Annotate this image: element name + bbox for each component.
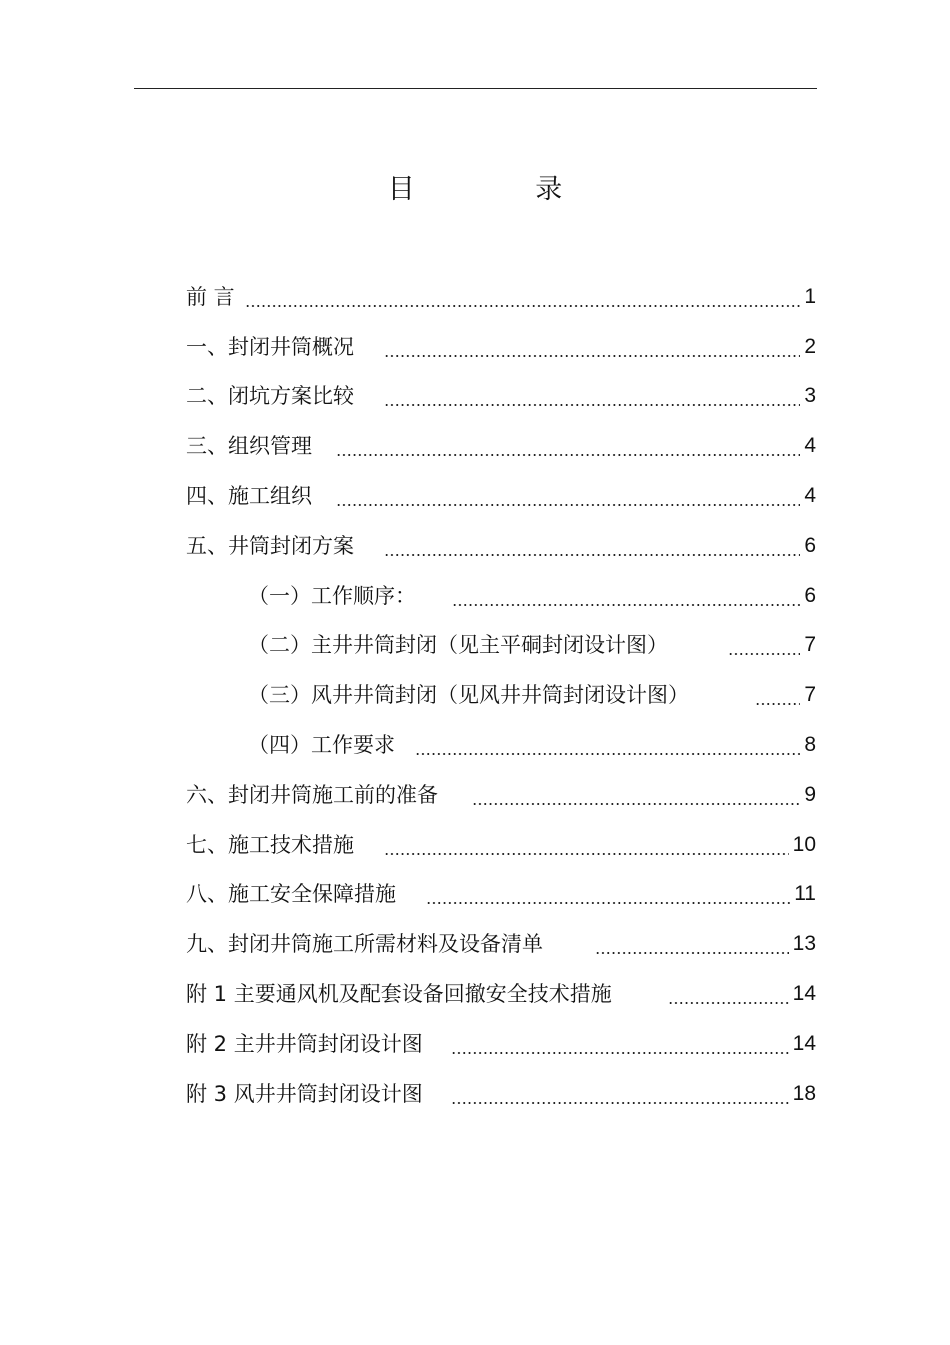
toc-entry[interactable] [186, 1069, 816, 1119]
toc-entry-page: 6 [804, 533, 816, 557]
toc-entry[interactable] [186, 820, 816, 870]
toc-entry-label: 七、施工技术措施 [186, 832, 354, 857]
toc-leader-dots [452, 576, 800, 616]
toc-leader-dots [384, 825, 789, 865]
toc-entry-label: 附 1 主要通风机及配套设备回撤安全技术措施 [186, 982, 612, 1007]
toc-entry-page: 2 [804, 334, 816, 358]
toc-entry-page: 7 [804, 633, 816, 657]
toc-entry-page: 10 [792, 832, 816, 856]
toc-entry-page: 4 [804, 434, 816, 458]
toc-entry-label: 一、封闭井筒概况 [186, 334, 354, 359]
toc-entry-label: 九、封闭井筒施工所需材料及设备清单 [186, 932, 543, 957]
toc-entry-label: （四）工作要求 [248, 733, 395, 758]
toc-entry[interactable] [186, 571, 816, 621]
toc-entry[interactable] [186, 272, 816, 322]
toc-entry[interactable] [186, 720, 816, 770]
header-rule [134, 88, 817, 89]
toc-entry-page: 8 [804, 733, 816, 757]
toc-entry-label: 附 3 风井井筒封闭设计图 [186, 1081, 423, 1106]
toc-entry-label: 四、施工组织 [186, 484, 312, 509]
toc-entry[interactable] [186, 870, 816, 920]
toc-title: 目 录 [387, 174, 619, 205]
toc-entry-page: 18 [792, 1081, 816, 1105]
toc-leader-dots [472, 775, 800, 815]
toc-entry-page: 11 [794, 882, 816, 906]
toc-leader-dots [451, 1074, 789, 1114]
toc-leader-dots [415, 725, 800, 765]
toc-entry-label: 附 2 主井井筒封闭设计图 [186, 1031, 423, 1056]
toc-entry-label: （一）工作顺序： [248, 583, 416, 608]
toc-leader-dots [668, 974, 789, 1014]
toc-entry-page: 14 [792, 1031, 816, 1055]
toc-entry[interactable] [186, 322, 816, 372]
toc-leader-dots [755, 675, 800, 715]
toc-leader-dots [451, 1024, 789, 1064]
toc-entry[interactable] [186, 521, 816, 571]
toc-entry-page: 6 [804, 583, 816, 607]
toc-entry-label: （三）风井井筒封闭（见风井井筒封闭设计图） [248, 683, 689, 708]
toc-entry[interactable] [186, 372, 816, 422]
toc-entry[interactable] [186, 621, 816, 671]
toc-entry[interactable] [186, 471, 816, 521]
toc-entry[interactable] [186, 670, 816, 720]
toc-list [186, 272, 816, 1119]
toc-entry-label: 二、闭坑方案比较 [186, 384, 354, 409]
toc-leader-dots [336, 476, 800, 516]
toc-leader-dots [384, 376, 800, 416]
toc-entry[interactable] [186, 770, 816, 820]
toc-leader-dots [384, 526, 800, 566]
toc-entry[interactable] [186, 969, 816, 1019]
toc-leader-dots [595, 924, 789, 964]
toc-entry-label: 五、井筒封闭方案 [186, 533, 354, 558]
toc-entry-label: 三、组织管理 [186, 434, 312, 459]
toc-entry-page: 4 [804, 484, 816, 508]
toc-entry-page: 1 [804, 284, 816, 308]
toc-entry-label: （二）主井井筒封闭（见主平硐封闭设计图） [248, 633, 668, 658]
toc-leader-dots [728, 625, 800, 665]
toc-entry-label: 前 言 [186, 284, 235, 309]
toc-entry[interactable] [186, 1019, 816, 1069]
toc-entry-page: 9 [804, 782, 816, 806]
toc-entry-label: 八、施工安全保障措施 [186, 882, 396, 907]
toc-leader-dots [336, 426, 800, 466]
toc-leader-dots [384, 327, 800, 367]
toc-entry-page: 13 [792, 932, 816, 956]
toc-entry-page: 3 [804, 384, 816, 408]
toc-leader-dots [245, 277, 801, 317]
toc-leader-dots [426, 874, 790, 914]
toc-entry[interactable] [186, 421, 816, 471]
toc-entry-label: 六、封闭井筒施工前的准备 [186, 782, 438, 807]
toc-entry[interactable] [186, 919, 816, 969]
toc-entry-page: 7 [804, 683, 816, 707]
toc-entry-page: 14 [792, 982, 816, 1006]
